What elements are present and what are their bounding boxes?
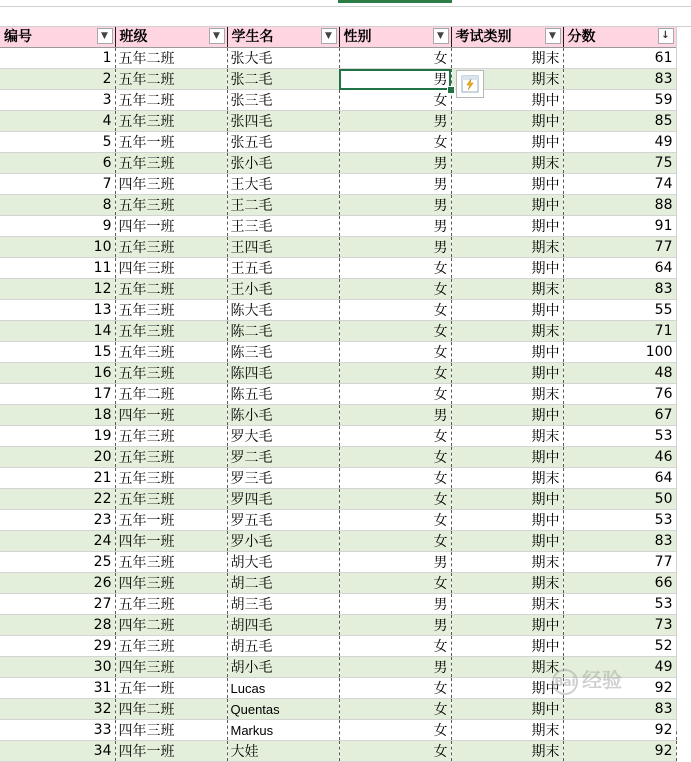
- cell-exam-type[interactable]: 期末: [451, 426, 563, 447]
- cell-student-name[interactable]: 罗五毛: [227, 510, 339, 531]
- cell-score[interactable]: 74: [563, 174, 676, 195]
- header-label: 性别: [343, 29, 372, 45]
- cell-exam-type[interactable]: 期中: [451, 258, 563, 279]
- cell-id[interactable]: 25: [0, 552, 115, 573]
- cell-class[interactable]: 五年三班: [115, 552, 227, 573]
- table-row[interactable]: [0, 447, 676, 468]
- cell-score[interactable]: 53: [563, 594, 676, 615]
- cell-student-name[interactable]: 罗四毛: [227, 489, 339, 510]
- cell-class[interactable]: 五年三班: [115, 489, 227, 510]
- table-row[interactable]: [0, 720, 676, 741]
- cell-exam-type[interactable]: 期末: [451, 573, 563, 594]
- cell-score[interactable]: 71: [563, 321, 676, 342]
- table-row[interactable]: [0, 615, 676, 636]
- cell-score[interactable]: 92: [563, 741, 676, 762]
- filter-dropdown-icon[interactable]: ▼: [321, 28, 337, 44]
- cell-student-name[interactable]: 陈五毛: [227, 384, 339, 405]
- table-row[interactable]: [0, 636, 676, 657]
- table-row[interactable]: [0, 174, 676, 195]
- cell-class[interactable]: 五年二班: [115, 48, 227, 69]
- cell-class[interactable]: 五年三班: [115, 321, 227, 342]
- cell-class[interactable]: 五年三班: [115, 153, 227, 174]
- cell-gender[interactable]: 男: [339, 405, 451, 426]
- cell-gender[interactable]: 男: [339, 594, 451, 615]
- cell-class[interactable]: 五年一班: [115, 132, 227, 153]
- cell-score[interactable]: 61: [563, 48, 676, 69]
- cell-id[interactable]: 18: [0, 405, 115, 426]
- cell-gender[interactable]: 男: [339, 174, 451, 195]
- cell-exam-type[interactable]: 期中: [451, 447, 563, 468]
- cell-exam-type[interactable]: 期末: [451, 657, 563, 678]
- cell-exam-type[interactable]: 期中: [451, 132, 563, 153]
- table-row[interactable]: [0, 573, 676, 594]
- table-row[interactable]: [0, 699, 676, 720]
- cell-id[interactable]: 11: [0, 258, 115, 279]
- cell-score[interactable]: 91: [563, 216, 676, 237]
- cell-class[interactable]: 五年一班: [115, 678, 227, 699]
- header-score[interactable]: [563, 27, 676, 48]
- cell-exam-type[interactable]: 期中: [451, 489, 563, 510]
- cell-id[interactable]: 34: [0, 741, 115, 762]
- cell-score[interactable]: 83: [563, 279, 676, 300]
- cell-gender[interactable]: 女: [339, 678, 451, 699]
- cell-score[interactable]: 50: [563, 489, 676, 510]
- cell-class[interactable]: 五年二班: [115, 279, 227, 300]
- table-row[interactable]: [0, 384, 676, 405]
- cell-gender[interactable]: 男: [339, 153, 451, 174]
- cell-student-name[interactable]: Markus: [227, 720, 339, 741]
- cell-student-name[interactable]: 张大毛: [227, 48, 339, 69]
- next-column[interactable]: [676, 27, 691, 731]
- cell-id[interactable]: 26: [0, 573, 115, 594]
- cell-class[interactable]: 五年三班: [115, 426, 227, 447]
- flash-fill-options-icon[interactable]: [456, 70, 484, 98]
- cell-student-name[interactable]: 张二毛: [227, 69, 339, 90]
- cell-exam-type[interactable]: 期中: [451, 615, 563, 636]
- cell-exam-type[interactable]: 期中: [451, 195, 563, 216]
- table-row[interactable]: [0, 132, 676, 153]
- cell-gender[interactable]: 男: [339, 216, 451, 237]
- cell-student-name[interactable]: 陈大毛: [227, 300, 339, 321]
- table-row[interactable]: [0, 300, 676, 321]
- cell-id[interactable]: 30: [0, 657, 115, 678]
- cell-class[interactable]: 五年三班: [115, 237, 227, 258]
- cell-gender[interactable]: 男: [339, 195, 451, 216]
- cell-gender[interactable]: 女: [339, 741, 451, 762]
- cell-id[interactable]: 12: [0, 279, 115, 300]
- cell-gender[interactable]: 女: [339, 489, 451, 510]
- cell-exam-type[interactable]: 期末: [451, 69, 563, 90]
- table-row[interactable]: [0, 153, 676, 174]
- cell-score[interactable]: 66: [563, 573, 676, 594]
- cell-gender[interactable]: 女: [339, 531, 451, 552]
- cell-exam-type[interactable]: 期末: [451, 48, 563, 69]
- cell-class[interactable]: 五年三班: [115, 594, 227, 615]
- cell-score[interactable]: 85: [563, 111, 676, 132]
- cell-id[interactable]: 21: [0, 468, 115, 489]
- table-row[interactable]: [0, 321, 676, 342]
- filter-dropdown-icon[interactable]: ▼: [545, 28, 561, 44]
- cell-student-name[interactable]: 胡小毛: [227, 657, 339, 678]
- cell-id[interactable]: 17: [0, 384, 115, 405]
- cell-gender[interactable]: 女: [339, 363, 451, 384]
- cell-score[interactable]: 92: [563, 678, 676, 699]
- header-label: 考试类别: [455, 29, 512, 45]
- table-row[interactable]: [0, 405, 676, 426]
- cell-score[interactable]: 46: [563, 447, 676, 468]
- cell-gender[interactable]: 女: [339, 720, 451, 741]
- table-row[interactable]: [0, 111, 676, 132]
- cell-gender[interactable]: 男: [339, 657, 451, 678]
- cell-class[interactable]: 五年三班: [115, 636, 227, 657]
- cell-gender[interactable]: 女: [339, 573, 451, 594]
- cell-student-name[interactable]: 王小毛: [227, 279, 339, 300]
- cell-exam-type[interactable]: 期中: [451, 678, 563, 699]
- cell-class[interactable]: 五年三班: [115, 447, 227, 468]
- table-row[interactable]: [0, 594, 676, 615]
- cell-student-name[interactable]: 罗小毛: [227, 531, 339, 552]
- cell-gender[interactable]: 女: [339, 510, 451, 531]
- cell-score[interactable]: 88: [563, 195, 676, 216]
- cell-score[interactable]: 53: [563, 426, 676, 447]
- cell-class[interactable]: 四年三班: [115, 174, 227, 195]
- cell-exam-type[interactable]: 期末: [451, 237, 563, 258]
- cell-gender[interactable]: 女: [339, 279, 451, 300]
- cell-student-name[interactable]: 王三毛: [227, 216, 339, 237]
- cell-score[interactable]: 76: [563, 384, 676, 405]
- cell-id[interactable]: 4: [0, 111, 115, 132]
- cell-id[interactable]: 1: [0, 48, 115, 69]
- cell-id[interactable]: 16: [0, 363, 115, 384]
- cell-student-name[interactable]: 胡三毛: [227, 594, 339, 615]
- header-label: 编号: [4, 29, 32, 45]
- cell-exam-type[interactable]: 期中: [451, 90, 563, 111]
- cell-student-name[interactable]: 张四毛: [227, 111, 339, 132]
- filter-dropdown-icon[interactable]: ▼: [433, 28, 449, 44]
- cell-exam-type[interactable]: 期末: [451, 153, 563, 174]
- table-row[interactable]: [0, 90, 676, 111]
- cell-exam-type[interactable]: 期中: [451, 216, 563, 237]
- cell-gender[interactable]: 女: [339, 342, 451, 363]
- cell-gender[interactable]: 女: [339, 258, 451, 279]
- cell-student-name[interactable]: 张小毛: [227, 153, 339, 174]
- cell-class[interactable]: 五年三班: [115, 300, 227, 321]
- cell-gender[interactable]: 女: [339, 90, 451, 111]
- cell-id[interactable]: 8: [0, 195, 115, 216]
- cell-id[interactable]: 6: [0, 153, 115, 174]
- cell-score[interactable]: 67: [563, 405, 676, 426]
- cell-exam-type[interactable]: 期末: [451, 552, 563, 573]
- table-body: [0, 48, 676, 762]
- header-label: 分数: [567, 29, 596, 45]
- cell-score[interactable]: 83: [563, 699, 676, 720]
- cell-score[interactable]: 73: [563, 615, 676, 636]
- header-label: 班级: [119, 29, 148, 45]
- cell-exam-type[interactable]: 期末: [451, 741, 563, 762]
- cell-id[interactable]: 31: [0, 678, 115, 699]
- cell-class[interactable]: 五年二班: [115, 69, 227, 90]
- cell-exam-type[interactable]: 期中: [451, 699, 563, 720]
- cell-score[interactable]: 49: [563, 657, 676, 678]
- cell-gender[interactable]: 女: [339, 636, 451, 657]
- cell-score[interactable]: 53: [563, 510, 676, 531]
- cell-id[interactable]: 23: [0, 510, 115, 531]
- cell-score[interactable]: 64: [563, 258, 676, 279]
- table-row[interactable]: [0, 468, 676, 489]
- cell-gender[interactable]: 女: [339, 132, 451, 153]
- cell-score[interactable]: 49: [563, 132, 676, 153]
- cell-class[interactable]: 四年一班: [115, 405, 227, 426]
- cell-student-name[interactable]: 张三毛: [227, 90, 339, 111]
- cell-class[interactable]: 五年三班: [115, 363, 227, 384]
- cell-id[interactable]: 7: [0, 174, 115, 195]
- data-table: [0, 27, 677, 762]
- table-row[interactable]: [0, 510, 676, 531]
- cell-score[interactable]: 100: [563, 342, 676, 363]
- cell-exam-type[interactable]: 期中: [451, 363, 563, 384]
- cell-id[interactable]: 5: [0, 132, 115, 153]
- cell-exam-type[interactable]: 期末: [451, 279, 563, 300]
- cell-exam-type[interactable]: 期末: [451, 720, 563, 741]
- cell-class[interactable]: 四年三班: [115, 720, 227, 741]
- cell-student-name[interactable]: 胡五毛: [227, 636, 339, 657]
- cell-exam-type[interactable]: 期中: [451, 111, 563, 132]
- watermark-badge: Bai: [552, 669, 578, 695]
- table-row[interactable]: [0, 678, 676, 699]
- cell-student-name[interactable]: Lucas: [227, 678, 339, 699]
- cell-gender[interactable]: 女: [339, 699, 451, 720]
- table-row[interactable]: [0, 552, 676, 573]
- cell-student-name[interactable]: 王二毛: [227, 195, 339, 216]
- header-id[interactable]: [0, 27, 115, 48]
- cell-score[interactable]: 48: [563, 363, 676, 384]
- cell-id[interactable]: 32: [0, 699, 115, 720]
- cell-exam-type[interactable]: 期中: [451, 300, 563, 321]
- fill-handle[interactable]: [447, 86, 455, 94]
- cell-student-name[interactable]: 陈三毛: [227, 342, 339, 363]
- lightning-icon: [461, 75, 479, 93]
- watermark-text: 经验: [582, 668, 622, 692]
- cell-class[interactable]: 五年二班: [115, 90, 227, 111]
- cell-student-name[interactable]: 王四毛: [227, 237, 339, 258]
- cell-gender[interactable]: 男: [339, 237, 451, 258]
- cell-student-name[interactable]: 陈二毛: [227, 321, 339, 342]
- header-row: [0, 27, 676, 48]
- cell-student-name[interactable]: 大娃: [227, 741, 339, 762]
- cell-class[interactable]: 五年二班: [115, 384, 227, 405]
- table-row[interactable]: [0, 489, 676, 510]
- cell-gender[interactable]: 女: [339, 48, 451, 69]
- cell-exam-type[interactable]: 期中: [451, 174, 563, 195]
- cell-score[interactable]: 55: [563, 300, 676, 321]
- cell-score[interactable]: 77: [563, 552, 676, 573]
- cell-class[interactable]: 四年二班: [115, 615, 227, 636]
- cell-student-name[interactable]: 胡大毛: [227, 552, 339, 573]
- cell-class[interactable]: 五年三班: [115, 342, 227, 363]
- blank-row[interactable]: [0, 6, 691, 27]
- cell-class[interactable]: 五年一班: [115, 510, 227, 531]
- cell-id[interactable]: 10: [0, 237, 115, 258]
- cell-student-name[interactable]: Quentas: [227, 699, 339, 720]
- cell-exam-type[interactable]: 期中: [451, 510, 563, 531]
- cell-gender[interactable]: 女: [339, 426, 451, 447]
- active-column-indicator: [338, 0, 452, 3]
- header-gender[interactable]: [339, 27, 451, 48]
- cell-score[interactable]: 83: [563, 69, 676, 90]
- cell-id[interactable]: 14: [0, 321, 115, 342]
- table-row[interactable]: [0, 741, 676, 762]
- cell-student-name[interactable]: 胡四毛: [227, 615, 339, 636]
- cell-id[interactable]: 3: [0, 90, 115, 111]
- cell-student-name[interactable]: 王大毛: [227, 174, 339, 195]
- cell-id[interactable]: 27: [0, 594, 115, 615]
- cell-id[interactable]: 9: [0, 216, 115, 237]
- cell-student-name[interactable]: 陈小毛: [227, 405, 339, 426]
- cell-class[interactable]: 四年二班: [115, 699, 227, 720]
- cell-id[interactable]: 22: [0, 489, 115, 510]
- cell-student-name[interactable]: 陈四毛: [227, 363, 339, 384]
- cell-id[interactable]: 20: [0, 447, 115, 468]
- cell-exam-type[interactable]: 期末: [451, 384, 563, 405]
- cell-exam-type[interactable]: 期中: [451, 405, 563, 426]
- header-class[interactable]: [115, 27, 227, 48]
- cell-gender[interactable]: 女: [339, 300, 451, 321]
- cell-gender[interactable]: 女: [339, 321, 451, 342]
- cell-gender[interactable]: 女: [339, 468, 451, 489]
- cell-id[interactable]: 24: [0, 531, 115, 552]
- cell-class[interactable]: 四年三班: [115, 258, 227, 279]
- cell-class[interactable]: 五年三班: [115, 468, 227, 489]
- cell-gender[interactable]: 男: [339, 552, 451, 573]
- cell-id[interactable]: 15: [0, 342, 115, 363]
- cell-exam-type[interactable]: 期末: [451, 321, 563, 342]
- cell-score[interactable]: 77: [563, 237, 676, 258]
- cell-class[interactable]: 四年一班: [115, 531, 227, 552]
- cell-gender[interactable]: 女: [339, 447, 451, 468]
- cell-student-name[interactable]: 张五毛: [227, 132, 339, 153]
- header-student-name[interactable]: [227, 27, 339, 48]
- sort-descending-filter-icon[interactable]: ↓: [658, 28, 674, 44]
- filter-dropdown-icon[interactable]: ▼: [209, 28, 225, 44]
- cell-id[interactable]: 19: [0, 426, 115, 447]
- cell-class[interactable]: 四年三班: [115, 657, 227, 678]
- table-row[interactable]: [0, 69, 676, 90]
- table-row[interactable]: [0, 237, 676, 258]
- cell-class[interactable]: 四年三班: [115, 573, 227, 594]
- table-row[interactable]: [0, 195, 676, 216]
- cell-gender[interactable]: 女: [339, 384, 451, 405]
- cell-student-name[interactable]: 罗三毛: [227, 468, 339, 489]
- table-row[interactable]: [0, 48, 676, 69]
- cell-student-name[interactable]: 胡二毛: [227, 573, 339, 594]
- cell-score[interactable]: 59: [563, 90, 676, 111]
- cell-class[interactable]: 四年一班: [115, 216, 227, 237]
- cell-gender[interactable]: 男: [339, 69, 451, 90]
- table-row[interactable]: [0, 279, 676, 300]
- table-row[interactable]: [0, 342, 676, 363]
- cell-exam-type[interactable]: 期中: [451, 342, 563, 363]
- cell-id[interactable]: 29: [0, 636, 115, 657]
- cell-student-name[interactable]: 王五毛: [227, 258, 339, 279]
- cell-score[interactable]: 52: [563, 636, 676, 657]
- table-row[interactable]: [0, 426, 676, 447]
- cell-id[interactable]: 33: [0, 720, 115, 741]
- cell-exam-type[interactable]: 期中: [451, 636, 563, 657]
- cell-id[interactable]: 13: [0, 300, 115, 321]
- cell-gender[interactable]: 男: [339, 615, 451, 636]
- cell-score[interactable]: 64: [563, 468, 676, 489]
- cell-class[interactable]: 五年三班: [115, 111, 227, 132]
- table-row[interactable]: [0, 657, 676, 678]
- table-row[interactable]: [0, 258, 676, 279]
- filter-dropdown-icon[interactable]: ▼: [97, 28, 113, 44]
- cell-id[interactable]: 2: [0, 69, 115, 90]
- cell-score[interactable]: 92: [563, 720, 676, 741]
- cell-class[interactable]: 五年三班: [115, 195, 227, 216]
- cell-id[interactable]: 28: [0, 615, 115, 636]
- header-exam-type[interactable]: [451, 27, 563, 48]
- cell-score[interactable]: 75: [563, 153, 676, 174]
- cell-student-name[interactable]: 罗大毛: [227, 426, 339, 447]
- cell-student-name[interactable]: 罗二毛: [227, 447, 339, 468]
- cell-exam-type[interactable]: 期末: [451, 468, 563, 489]
- cell-score[interactable]: 83: [563, 531, 676, 552]
- table-row[interactable]: [0, 363, 676, 384]
- cell-exam-type[interactable]: 期中: [451, 531, 563, 552]
- cell-class[interactable]: 四年一班: [115, 741, 227, 762]
- table-row[interactable]: [0, 531, 676, 552]
- table-row[interactable]: [0, 216, 676, 237]
- header-label: 学生名: [231, 29, 274, 45]
- cell-exam-type[interactable]: 期末: [451, 594, 563, 615]
- cell-gender[interactable]: 男: [339, 111, 451, 132]
